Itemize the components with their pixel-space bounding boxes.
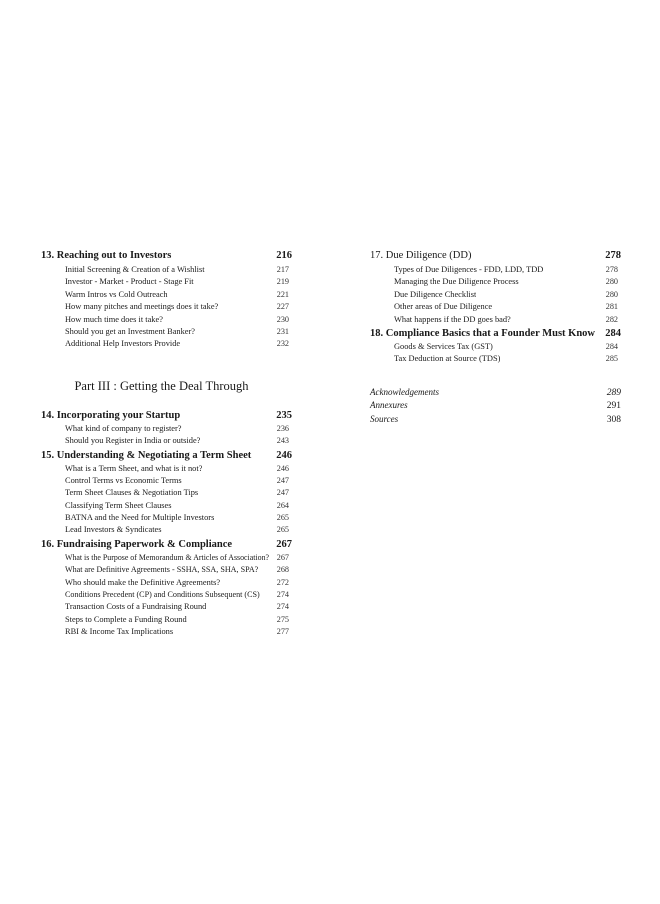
toc-entry[interactable] xyxy=(41,577,292,589)
entry-title: Due Diligence Checklist xyxy=(394,289,477,299)
toc-entry[interactable] xyxy=(370,289,621,301)
toc-entry[interactable] xyxy=(41,338,292,350)
entry-page: 265 xyxy=(276,513,289,523)
toc-left-column xyxy=(41,248,292,639)
chapter-title: 13. Reaching out to Investors xyxy=(41,250,172,261)
toc-entry[interactable] xyxy=(370,264,621,276)
entry-title: Warm Intros vs Cold Outreach xyxy=(65,289,168,299)
toc-entry[interactable] xyxy=(41,463,292,475)
toc-entry[interactable] xyxy=(41,626,292,638)
toc-entry[interactable] xyxy=(41,589,292,601)
entry-page: 280 xyxy=(605,277,618,287)
toc-entry[interactable] xyxy=(41,301,292,313)
chapter-title: 18. Compliance Basics that a Founder Must Know xyxy=(370,327,595,339)
entry-title: Lead Investors & Syndicates xyxy=(65,525,162,535)
toc-entry[interactable] xyxy=(41,326,292,338)
toc-entry[interactable] xyxy=(370,314,621,326)
entry-title: What are Definitive Agreements - SSHA, SSA, SHA, SPA? xyxy=(65,565,259,575)
toc-chapter-14[interactable] xyxy=(41,408,292,423)
toc-entry[interactable] xyxy=(41,264,292,276)
chapter-title: 14. Incorporating your Startup xyxy=(41,409,181,421)
toc-entry[interactable] xyxy=(41,435,292,447)
chapter-page: 235 xyxy=(276,409,292,421)
entry-page: 243 xyxy=(276,436,289,446)
entry-page: 231 xyxy=(276,326,289,336)
back-title: Annexures xyxy=(370,400,408,411)
toc-chapter-13[interactable] xyxy=(41,248,292,264)
entry-title: Types of Due Diligences - FDD, LDD, TDD xyxy=(394,265,544,274)
toc-entry[interactable] xyxy=(41,475,292,487)
entry-title: Transaction Costs of a Fundraising Round xyxy=(65,602,207,612)
toc-chapter-16[interactable] xyxy=(41,537,292,552)
chapter-title: 15. Understanding & Negotiating a Term Sheet xyxy=(41,449,252,461)
back-title: Sources xyxy=(370,413,399,424)
toc-entry[interactable] xyxy=(41,524,292,536)
back-title: Acknowledgements xyxy=(370,386,439,397)
toc-right-column xyxy=(370,248,621,426)
entry-page: 247 xyxy=(276,488,289,498)
toc-entry[interactable] xyxy=(41,276,292,288)
toc-entry[interactable] xyxy=(41,614,292,626)
entry-page: 274 xyxy=(276,602,289,612)
entry-page: 217 xyxy=(276,265,289,274)
chapter-page: 267 xyxy=(276,538,292,550)
entry-page: 236 xyxy=(276,423,289,433)
toc-acknowledgements[interactable] xyxy=(370,386,621,400)
toc-entry[interactable] xyxy=(41,314,292,326)
entry-title: How many pitches and meetings does it take? xyxy=(65,302,219,312)
toc-entry[interactable] xyxy=(41,500,292,512)
entry-title: RBI & Income Tax Implications xyxy=(65,627,174,637)
entry-page: 267 xyxy=(276,552,289,562)
entry-page: 284 xyxy=(605,341,618,351)
entry-page: 227 xyxy=(276,302,289,312)
entry-page: 221 xyxy=(276,289,289,299)
entry-page: 278 xyxy=(605,265,618,274)
toc-entry[interactable] xyxy=(41,564,292,576)
toc-sources[interactable] xyxy=(370,413,621,427)
entry-page: 232 xyxy=(276,339,289,349)
entry-page: 274 xyxy=(276,590,289,600)
entry-page: 277 xyxy=(276,627,289,637)
chapter-page: 278 xyxy=(605,250,621,261)
toc-entry[interactable] xyxy=(41,423,292,435)
entry-title: Tax Deduction at Source (TDS) xyxy=(394,354,501,364)
toc-annexures[interactable] xyxy=(370,399,621,413)
entry-title: Other areas of Due Diligence xyxy=(394,302,493,312)
entry-page: 247 xyxy=(276,475,289,485)
chapter-title: 16. Fundraising Paperwork & Compliance xyxy=(41,538,233,550)
entry-title: What happens if the DD goes bad? xyxy=(394,314,511,324)
section-spacer xyxy=(370,366,621,386)
entry-title: What is the Purpose of Memorandum & Articles of Association? xyxy=(65,552,270,562)
entry-title: Managing the Due Diligence Process xyxy=(394,277,519,287)
entry-title: Classifying Term Sheet Clauses xyxy=(65,500,172,510)
back-page: 289 xyxy=(606,387,621,398)
toc-chapter-18[interactable] xyxy=(370,326,621,341)
chapter-page: 246 xyxy=(276,449,292,461)
toc-entry[interactable] xyxy=(41,552,292,564)
toc-chapter-15[interactable] xyxy=(41,448,292,463)
entry-title: Additional Help Investors Provide xyxy=(65,339,181,349)
entry-title: Who should make the Definitive Agreements? xyxy=(65,577,221,587)
toc-entry[interactable] xyxy=(370,301,621,313)
toc-entry[interactable] xyxy=(370,341,621,353)
entry-page: 282 xyxy=(605,314,618,324)
entry-title: Control Terms vs Economic Terms xyxy=(65,475,182,485)
entry-title: Initial Screening & Creation of a Wishlist xyxy=(65,265,205,274)
back-page: 291 xyxy=(606,401,621,412)
entry-page: 275 xyxy=(276,614,289,624)
entry-title: Term Sheet Clauses & Negotiation Tips xyxy=(65,488,199,498)
toc-entry[interactable] xyxy=(370,353,621,365)
entry-page: 265 xyxy=(276,525,289,535)
toc-entry[interactable] xyxy=(41,512,292,524)
toc-entry[interactable] xyxy=(41,487,292,499)
entry-page: 230 xyxy=(276,314,289,324)
part-title: Part III : Getting the Deal Through xyxy=(74,378,249,393)
entry-title: How much time does it take? xyxy=(65,314,163,324)
entry-page: 272 xyxy=(276,577,289,587)
entry-title: Should you get an Investment Banker? xyxy=(65,326,196,336)
back-page: 308 xyxy=(606,414,621,425)
chapter-page: 216 xyxy=(276,250,292,261)
entry-page: 264 xyxy=(276,500,289,510)
entry-title: Should you Register in India or outside? xyxy=(65,436,201,446)
entry-title: What is a Term Sheet, and what is it not? xyxy=(65,463,203,473)
toc-entry[interactable] xyxy=(41,289,292,301)
entry-page: 280 xyxy=(605,289,618,299)
entry-page: 281 xyxy=(605,302,618,312)
entry-title: Goods & Services Tax (GST) xyxy=(394,341,493,351)
entry-title: What kind of company to register? xyxy=(65,423,182,433)
toc-chapter-17[interactable] xyxy=(370,248,621,264)
entry-page: 219 xyxy=(276,277,289,287)
toc-entry[interactable] xyxy=(41,601,292,613)
toc-entry[interactable] xyxy=(370,276,621,288)
entry-title: Investor - Market - Product - Stage Fit xyxy=(65,277,194,287)
entry-page: 285 xyxy=(605,354,618,364)
chapter-title: 17. Due Diligence (DD) xyxy=(370,250,472,261)
entry-title: Conditions Precedent (CP) and Conditions Subsequent (CS) xyxy=(65,590,260,600)
entry-title: BATNA and the Need for Multiple Investors xyxy=(65,513,215,523)
entry-page: 246 xyxy=(276,463,289,473)
chapter-page: 284 xyxy=(605,327,621,339)
entry-title: Steps to Complete a Funding Round xyxy=(65,614,187,624)
entry-page: 268 xyxy=(276,565,289,575)
